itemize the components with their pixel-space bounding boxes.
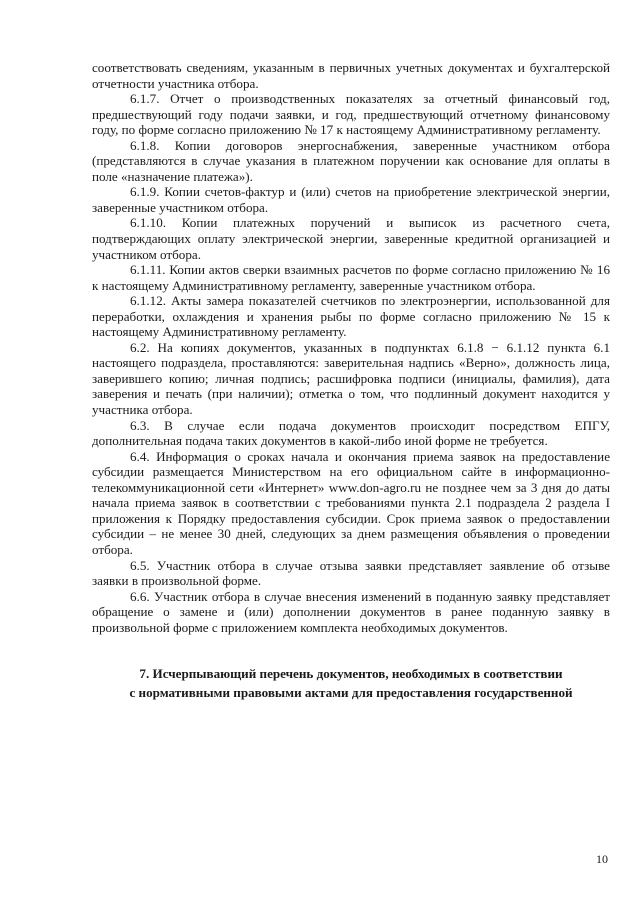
paragraph-6-1-8: 6.1.8. Копии договоров энергоснабжения, заверенные участником отбора (представляются в случае указания в платежном поручении как основание для оплаты в поле «назначение платежа»).	[92, 137, 610, 184]
paragraph-6-3: 6.3. В случае если подача документов происходит посредством ЕПГУ, дополнительная подача таких документов в какой-либо иной форме не требуется.	[92, 417, 610, 449]
section-7-heading	[92, 665, 610, 702]
paragraph-6-1-12: 6.1.12. Акты замера показателей счетчиков по электроэнергии, использованной для переработки, охлаждения и хранения рыбы по форме согласно приложению № 15 к настоящему Административному регламенту.	[92, 293, 610, 340]
paragraph-6-1-7: 6.1.7. Отчет о производственных показателях за отчетный финансовый год, предшествующий году подачи заявки, и год, предшествующий отчетному финансовому году, по форме согласно приложению № 17 к настоящему Административному регламенту.	[92, 91, 610, 138]
paragraph-6-1-11: 6.1.11. Копии актов сверки взаимных расчетов по форме согласно приложению № 16 к настоящему Административному регламенту, заверенные участником отбора.	[92, 262, 610, 293]
section-heading-line: 7. Исчерпывающий перечень документов, необходимых в соответствии	[139, 666, 563, 682]
paragraph-6-4: 6.4. Информация о сроках начала и окончания приема заявок на предоставление субсидии размещается Министерством на его официальном сайте в информационно-телекоммуникационной сети «Интернет» www.don-agro.ru не позднее чем за 3 дня до даты начала приема заявок в соответствии с требованиями пункта 2.1 подраздела 2 раздела I приложения к Порядку предоставления субсидии. Срок приема заявок о предоставлении субсидии – не менее 30 дней, следующих за днем размещения объявления о проведении отбора.	[92, 448, 610, 557]
paragraph-6-2: 6.2. На копиях документов, указанных в подпунктах 6.1.8 − 6.1.12 пункта 6.1 настоящего подраздела, проставляются: заверительная надпись «Верно», должность лица, заверившего копию; личная подпись; расшифровка подписи (инициалы, фамилия), дата заверения и печать (при наличии); отметка о том, что подлинный документ находится у участника отбора.	[92, 339, 610, 418]
page-number: 10	[596, 852, 608, 866]
paragraph-6-5: 6.5. Участник отбора в случае отзыва заявки представляет заявление об отзыве заявки в произвольной форме.	[92, 557, 610, 589]
paragraph-6-1-9: 6.1.9. Копии счетов-фактур и (или) счетов на приобретение электрической энергии, заверенные участником отбора.	[92, 184, 610, 215]
section-heading-line: с нормативными правовыми актами для предоставления государственной	[129, 684, 573, 700]
paragraph-6-1-10: 6.1.10. Копии платежных поручений и выписок из расчетного счета, подтверждающих оплату электрической энергии, заверенные кредитной организацией и участником отбора.	[92, 215, 610, 262]
paragraph-6-6: 6.6. Участник отбора в случае внесения изменений в поданную заявку представляет обращение о замене и (или) дополнении документов в ранее поданную заявку в произвольной форме с приложением комплекта необходимых документов.	[92, 588, 610, 635]
document-body	[92, 60, 610, 702]
paragraph-continuation: соответствовать сведениям, указанным в первичных учетных документах и бухгалтерской отчетности участника отбора.	[92, 60, 610, 91]
